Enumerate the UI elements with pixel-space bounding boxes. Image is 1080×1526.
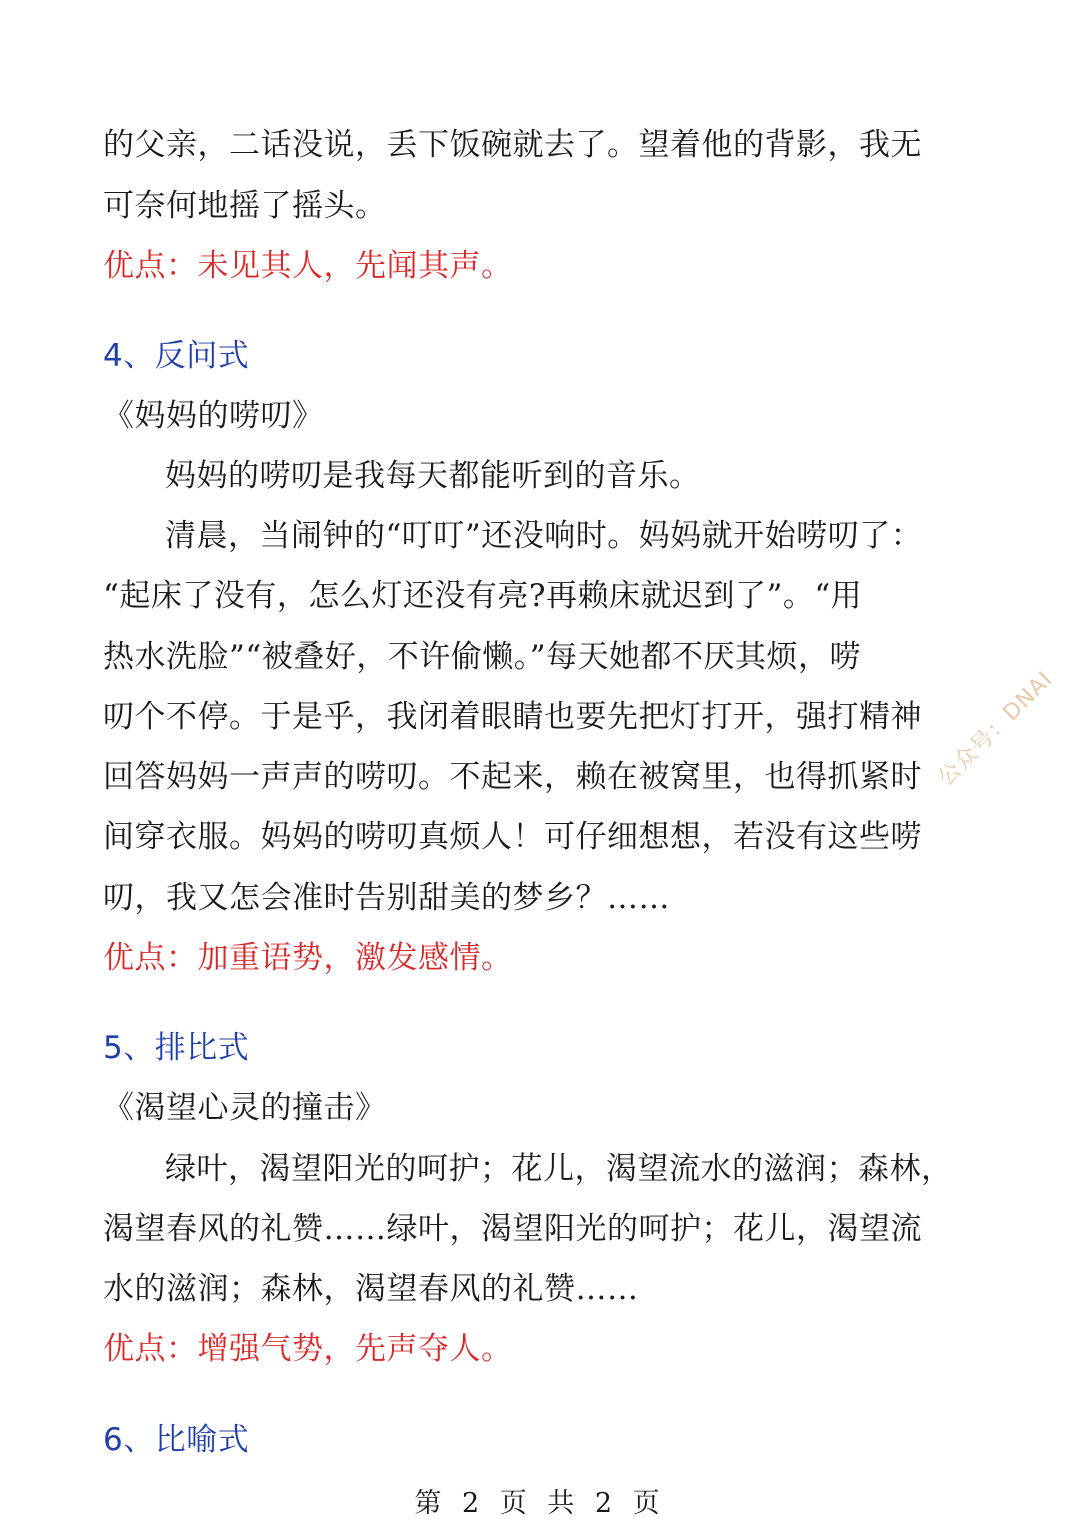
text-line: 可奈何地摇了摇头。 [103, 188, 387, 224]
section-heading-5: 5、排比式 [103, 1030, 250, 1066]
page-footer: 第 2 页 共 2 页 [414, 1488, 666, 1519]
text-line: 清晨，当闹钟的“叮叮”还没响时。妈妈就开始唠叨了： [165, 518, 923, 554]
essay-title: 《妈妈的唠叨》 [103, 398, 324, 434]
essay-title: 《渴望心灵的撞击》 [103, 1090, 387, 1126]
section-heading-6: 6、比喻式 [103, 1422, 250, 1458]
text-line: 叨，我又怎会准时告别甜美的梦乡？…… [103, 880, 670, 916]
text-line: 间穿衣服。妈妈的唠叨真烦人！可仔细想想，若没有这些唠 [103, 819, 922, 855]
text-line: 的父亲，二话没说，丢下饭碗就去了。望着他的背影，我无 [103, 127, 922, 163]
section-heading-4: 4、反问式 [103, 338, 250, 374]
merit-note: 优点：未见其人，先闻其声。 [103, 248, 513, 284]
merit-note: 优点：增强气势，先声夺人。 [103, 1331, 513, 1367]
merit-note: 优点：加重语势，激发感情。 [103, 940, 513, 976]
text-line: 妈妈的唠叨是我每天都能听到的音乐。 [165, 458, 701, 494]
text-line: 渴望春风的礼赞……绿叶，渴望阳光的呵护；花儿，渴望流 [103, 1211, 922, 1247]
text-line: 绿叶，渴望阳光的呵护；花儿，渴望流水的滋润；森林， [165, 1151, 953, 1187]
text-line: 叨个不停。于是乎，我闭着眼睛也要先把灯打开，强打精神 [103, 699, 922, 735]
text-line: “起床了没有，怎么灯还没有亮?再赖床就迟到了”。“用 [103, 578, 863, 614]
watermark: 公众号：DNAI [933, 666, 1058, 792]
text-line: 回答妈妈一声声的唠叨。不起来，赖在被窝里，也得抓紧时 [103, 759, 922, 795]
text-line: 水的滋润；森林，渴望春风的礼赞…… [103, 1271, 639, 1307]
text-line: 热水洗脸”“被叠好，不许偷懒。”每天她都不厌其烦，唠 [103, 639, 862, 675]
